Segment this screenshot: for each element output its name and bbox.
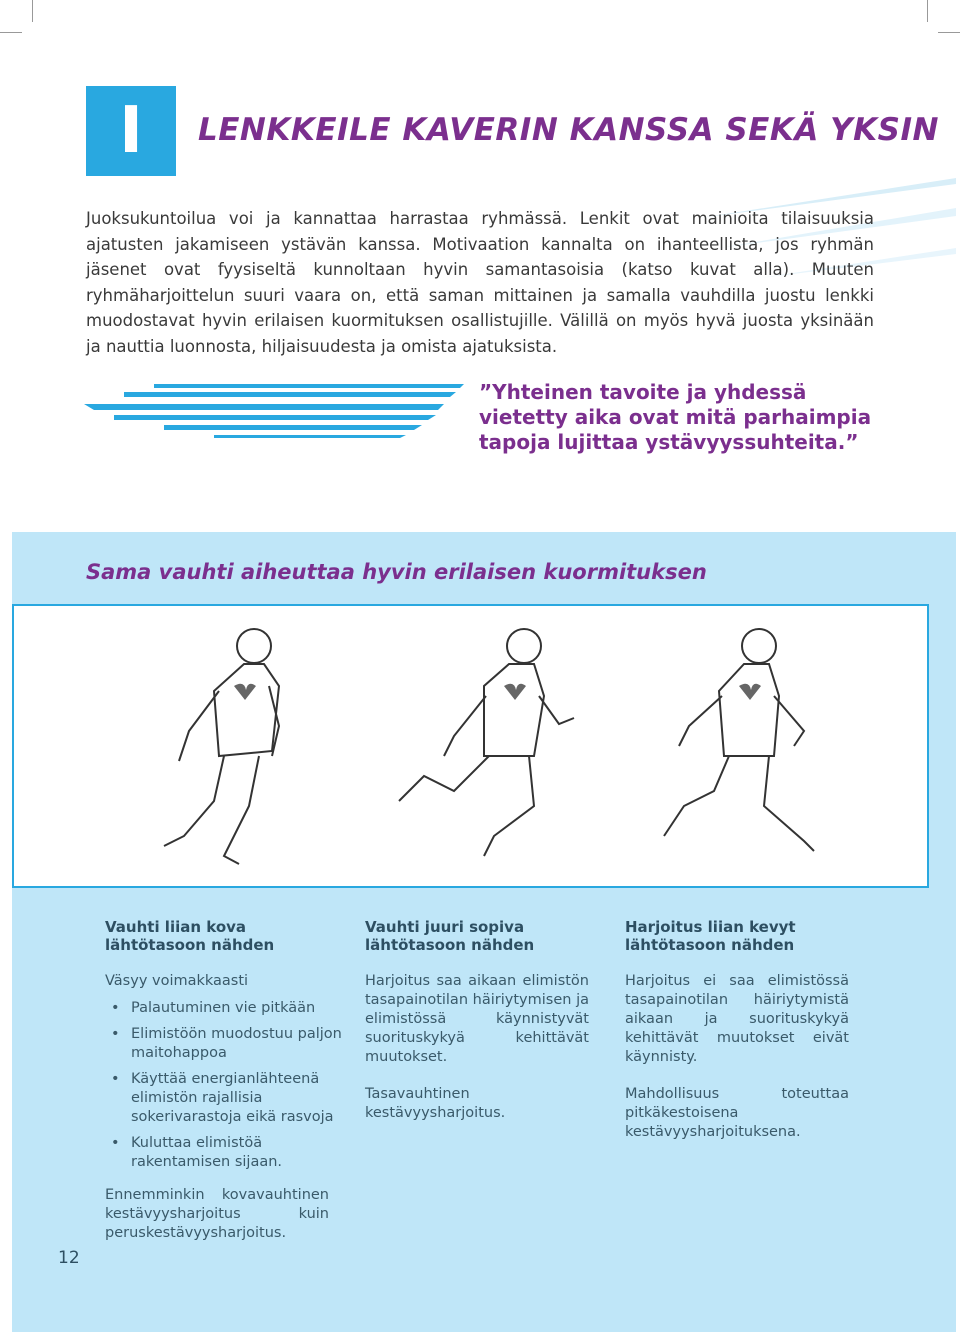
speed-lines-decoration xyxy=(84,380,464,440)
column-note: Ennemminkin kovavauhtinen kestävyysharjoitus kuin peruskestävyysharjoitus. xyxy=(105,1187,329,1241)
column-just-right xyxy=(365,918,589,1141)
list-item: • Elimistöön muodostuu paljon maitohappoa xyxy=(105,1025,345,1063)
runner-illustration xyxy=(664,629,814,851)
column-heading: Harjoitus liian kevyt lähtötasoon nähden xyxy=(625,918,796,954)
crop-mark xyxy=(938,32,960,33)
crop-mark xyxy=(0,32,22,33)
column-heading: Vauhti juuri sopiva lähtötasoon nähden xyxy=(365,918,535,954)
list-item: • Kuluttaa elimistöä rakentamisen sijaan. xyxy=(105,1134,345,1172)
column-paragraph: Harjoitus saa aikaan elimistön tasapainotilan häiriytymisen ja elimistössä käynnistyvät suorituskykyä kehittävät muutokset. xyxy=(365,973,589,1065)
list-item: • Palautuminen vie pitkään xyxy=(105,999,345,1018)
section-letter: I xyxy=(86,86,176,176)
runner-illustration xyxy=(164,629,279,864)
crop-mark xyxy=(32,0,33,22)
list-item: • Käyttää energianlähteenä elimistön rajallisia sokerivarastoja eikä rasvoja xyxy=(105,1070,345,1127)
column-paragraph: Tasavauhtinen kestävyysharjoitus. xyxy=(365,1086,506,1121)
pull-quote: ”Yhteinen tavoite ja yhdessä vietetty aika ovat mitä parhaimpia tapoja lujittaa ystävyyssuhteita.” xyxy=(479,380,872,454)
bullet-list xyxy=(105,999,345,1172)
runner-illustration xyxy=(399,629,574,856)
column-paragraph: Harjoitus ei saa elimistössä tasapainotilan häiriytymistä aikaan ja suorituskykyä kehittävät muutokset eivät käynnisty. xyxy=(625,973,849,1065)
page-number: 12 xyxy=(58,1248,80,1268)
column-heading: Vauhti liian kova lähtötasoon nähden xyxy=(105,918,275,954)
column-paragraph: Mahdollisuus toteuttaa pitkäkestoisena kestävyysharjoituksena. xyxy=(625,1086,849,1140)
crop-mark xyxy=(927,0,928,22)
column-too-fast xyxy=(105,918,345,1179)
intro-paragraph: Juoksukuntoilua voi ja kannattaa harrastaa ryhmässä. Lenkit ovat mainioita tilaisuuksia ajatusten jakamiseen ystävän kanssa. Motivaation kannalta on ihanteellista, jos ryhmän jäsenet ovat fyysiseltä kunnoltaan hyvin samantasoisia (katso kuvat alla). Muuten ryhmäharjoittelun suuri vaara on, että saman mittainen ja samalla vauhdilla juostu lenkki muodostavat hyvin erilaisen kuormituksen osallistujille. Välillä on myös hyvä juosta yksinään ja nauttia luonnosta, hiljaisuudesta ja omista ajatuksista. xyxy=(86,209,874,356)
page-title: LENKKEILE KAVERIN KANSSA SEKÄ YKSIN xyxy=(198,112,939,148)
panel-title: Sama vauhti aiheuttaa hyvin erilaisen kuormituksen xyxy=(86,560,707,584)
runners-illustration xyxy=(12,604,929,888)
column-intro: Väsyy voimakkaasti xyxy=(105,973,249,989)
column-too-light xyxy=(625,918,849,1160)
